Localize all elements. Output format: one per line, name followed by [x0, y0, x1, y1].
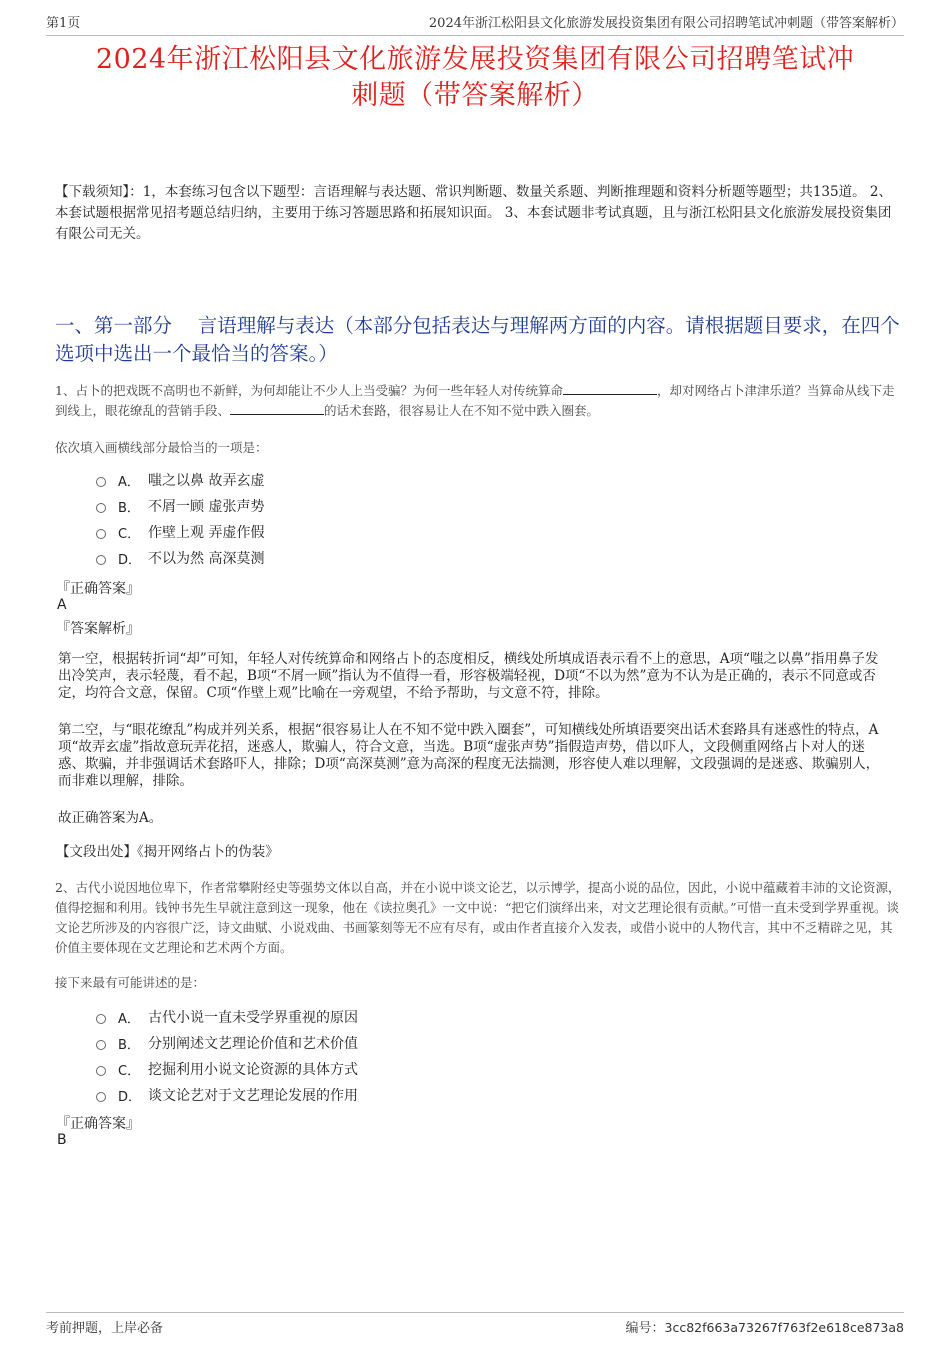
option-a[interactable]: A． 古代小说一直未受学界重视的原因: [96, 1004, 358, 1030]
footer-slogan: 考前押题，上岸必备: [46, 1321, 164, 1336]
radio-button-icon[interactable]: [96, 1040, 106, 1050]
fill-blank-1: [563, 381, 657, 395]
download-notice: 【下载须知】：1，本套练习包含以下题型：言语理解与表达题、常识判断题、数量关系题、判断推理题和资料分析题等题型；共135道。 2、本套试题根据常见招考题总结归纳，主要用于练习答题思路和拓展知识面。 3、本套试题非考试真题，且与浙江松阳县文化旅游发展投资集团有限公司无关。: [55, 184, 892, 242]
question-1-text-a: 1、占卜的把戏既不高明也不新鲜，为何却能让不少人上当受骗？为何一些年轻人对传统算命: [55, 383, 563, 398]
option-d[interactable]: D． 谈文论艺对于文艺理论发展的作用: [96, 1082, 358, 1108]
question-1-text: [55, 381, 902, 421]
radio-button-icon[interactable]: [96, 1014, 106, 1024]
option-c[interactable]: C． 作壁上观 弄虚作假: [96, 519, 264, 545]
radio-button-icon[interactable]: [96, 529, 106, 539]
page-number: 第1页: [46, 16, 81, 31]
question-1-text-b: ，却对网络占卜津津乐道？当算命从线下走到线上，眼花缭乱的营销手段、: [55, 383, 895, 418]
radio-button-icon[interactable]: [96, 555, 106, 565]
answer-value-1: A: [57, 597, 67, 613]
question-2-options: [96, 1004, 358, 1108]
radio-button-icon[interactable]: [96, 1066, 106, 1076]
radio-button-icon[interactable]: [96, 477, 106, 487]
answer-label-2: 『正确答案』: [56, 1116, 140, 1132]
header-doc-name: 2024年浙江松阳县文化旅游发展投资集团有限公司招聘笔试冲刺题（带答案解析）: [428, 16, 904, 31]
option-d[interactable]: D． 不以为然 高深莫测: [96, 545, 264, 571]
option-b[interactable]: B． 不屑一顾 虚张声势: [96, 493, 264, 519]
radio-button-icon[interactable]: [96, 1092, 106, 1102]
radio-button-icon[interactable]: [96, 503, 106, 513]
question-1-prompt: 依次填入画横线部分最恰当的一项是：: [55, 440, 268, 455]
option-b[interactable]: B． 分别阐述文艺理论价值和艺术价值: [96, 1030, 358, 1056]
question-1-options: [96, 467, 264, 571]
document-title-line2: 刺题（带答案解析）: [351, 80, 599, 111]
answer-value-2: B: [57, 1132, 67, 1148]
answer-label-1: 『正确答案』: [56, 581, 140, 597]
option-a[interactable]: A． 嗤之以鼻 故弄玄虚: [96, 467, 264, 493]
document-title: [40, 42, 910, 114]
fill-blank-2: [230, 401, 324, 415]
page-header: [46, 12, 904, 36]
analysis-paragraph-1: 第一空，根据转折词“却”可知，年轻人对传统算命和网络占卜的态度相反，横线处所填成语表示看不上的意思，A项“嗤之以鼻”指用鼻子发出冷笑声，表示轻蔑，看不起，B项“不屑一顾”指认为不值得一看，形容极端轻视，D项“不以为然”意为不认为是正确的，表示不同意或否定，均符合文意，保留。C项“作壁上观”比喻在一旁观望，不给予帮助，与文意不符，排除。: [58, 651, 879, 701]
section-title: 一、第一部分 言语理解与表达（本部分包括表达与理解两方面的内容。请根据题目要求，在四个选项中选出一个最恰当的答案。）: [55, 314, 900, 365]
question-1-text-c: 的话术套路，很容易让人在不知不觉中跌入圈套。: [324, 403, 600, 418]
text-source: 【文段出处】《揭开网络占卜的伪装》: [56, 844, 279, 860]
document-title-line1: 2024年浙江松阳县文化旅游发展投资集团有限公司招聘笔试冲: [95, 44, 855, 75]
page-footer: [46, 1312, 904, 1336]
analysis-label: 『答案解析』: [56, 621, 140, 637]
question-2-text: 2、古代小说因地位卑下，作者常攀附经史等强势文体以自高，并在小说中谈文论艺，以示博学，提高小说的品位，因此，小说中蕴藏着丰沛的文论资源，值得挖掘和利用。钱钟书先生早就注意到这一现象，他在《读拉奥孔》一文中说：“把它们演绎出来，对文艺理论很有贡献。”可惜一直未受到学界重视。谈文论艺所涉及的内容很广泛，诗文曲赋、小说戏曲、书画篆刻等无不应有尽有，或由作者直接介入发表，或借小说中的人物代言，其中不乏精辟之见，其价值主要体现在文艺理论和艺术两个方面。: [55, 880, 901, 955]
question-2-prompt: 接下来最有可能讲述的是：: [55, 975, 206, 990]
option-c[interactable]: C． 挖掘利用小说文论资源的具体方式: [96, 1056, 358, 1082]
analysis-conclusion: 故正确答案为A。: [58, 810, 163, 826]
analysis-paragraph-2: 第二空，与“眼花缭乱”构成并列关系，根据“很容易让人在不知不觉中跌入圈套”，可知横线处所填语要突出话术套路具有迷惑性的特点，A项“故弄玄虚”指故意玩弄花招，迷惑人，欺骗人，符合文意，当选。B项“虚张声势”指假造声势，借以吓人，文段侧重网络占卜对人的迷惑、欺骗，并非强调话术套路吓人，排除；D项“高深莫测”意为高深的程度无法揣测，形容使人难以理解，文段强调的是迷惑、欺骗别人，而非难以理解，排除。: [58, 722, 880, 789]
document-id: 编号：3cc82f663a73267f763f2e618ce873a8: [625, 1320, 904, 1336]
